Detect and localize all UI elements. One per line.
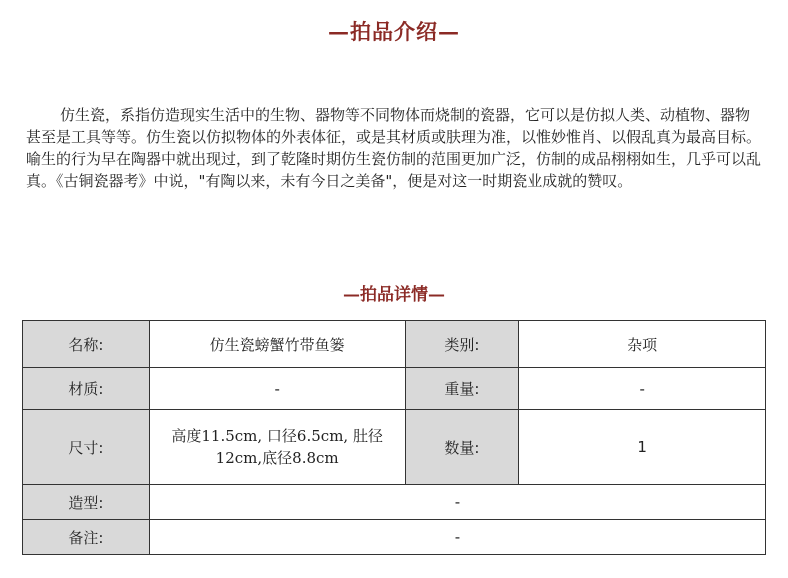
size-value: 高度11.5cm, 口径6.5cm, 肚径12cm,底径8.8cm: [149, 410, 405, 485]
table-row: [23, 368, 766, 410]
section-title-details: —拍品详情—: [343, 285, 445, 305]
weight-label: 重量:: [405, 368, 519, 410]
weight-value: -: [519, 368, 766, 410]
remark-label: 备注:: [23, 520, 150, 555]
table-row: [23, 520, 766, 555]
remark-value: -: [149, 520, 765, 555]
quantity-label: 数量:: [405, 410, 519, 485]
table-row: [23, 485, 766, 520]
shape-label: 造型:: [23, 485, 150, 520]
material-value: -: [149, 368, 405, 410]
shape-value: -: [149, 485, 765, 520]
category-value: 杂项: [519, 321, 766, 368]
quantity-value: 1: [519, 410, 766, 485]
intro-paragraph: 仿生瓷，系指仿造现实生活中的生物、器物等不同物体而烧制的瓷器，它可以是仿拟人类、动植物、器物甚至是工具等等。仿生瓷以仿拟物体的外表体征，或是其材质或肤理为准，以惟妙惟肖、以假乱真为最高目标。喻生的行为早在陶器中就出现过，到了乾隆时期仿生瓷仿制的范围更加广泛，仿制的成品栩栩如生，几乎可以乱真。《古铜瓷器考》中说，"有陶以来，未有今日之美备"，便是对这一时期瓷业成就的赞叹。: [26, 106, 762, 190]
name-value: 仿生瓷螃蟹竹带鱼篓: [149, 321, 405, 368]
table-row: [23, 321, 766, 368]
category-label: 类别:: [405, 321, 519, 368]
material-label: 材质:: [23, 368, 150, 410]
table-row: [23, 410, 766, 485]
section-title-intro: —拍品介绍—: [328, 19, 460, 44]
name-label: 名称:: [23, 321, 150, 368]
size-label: 尺寸:: [23, 410, 150, 485]
details-table: [22, 320, 766, 555]
